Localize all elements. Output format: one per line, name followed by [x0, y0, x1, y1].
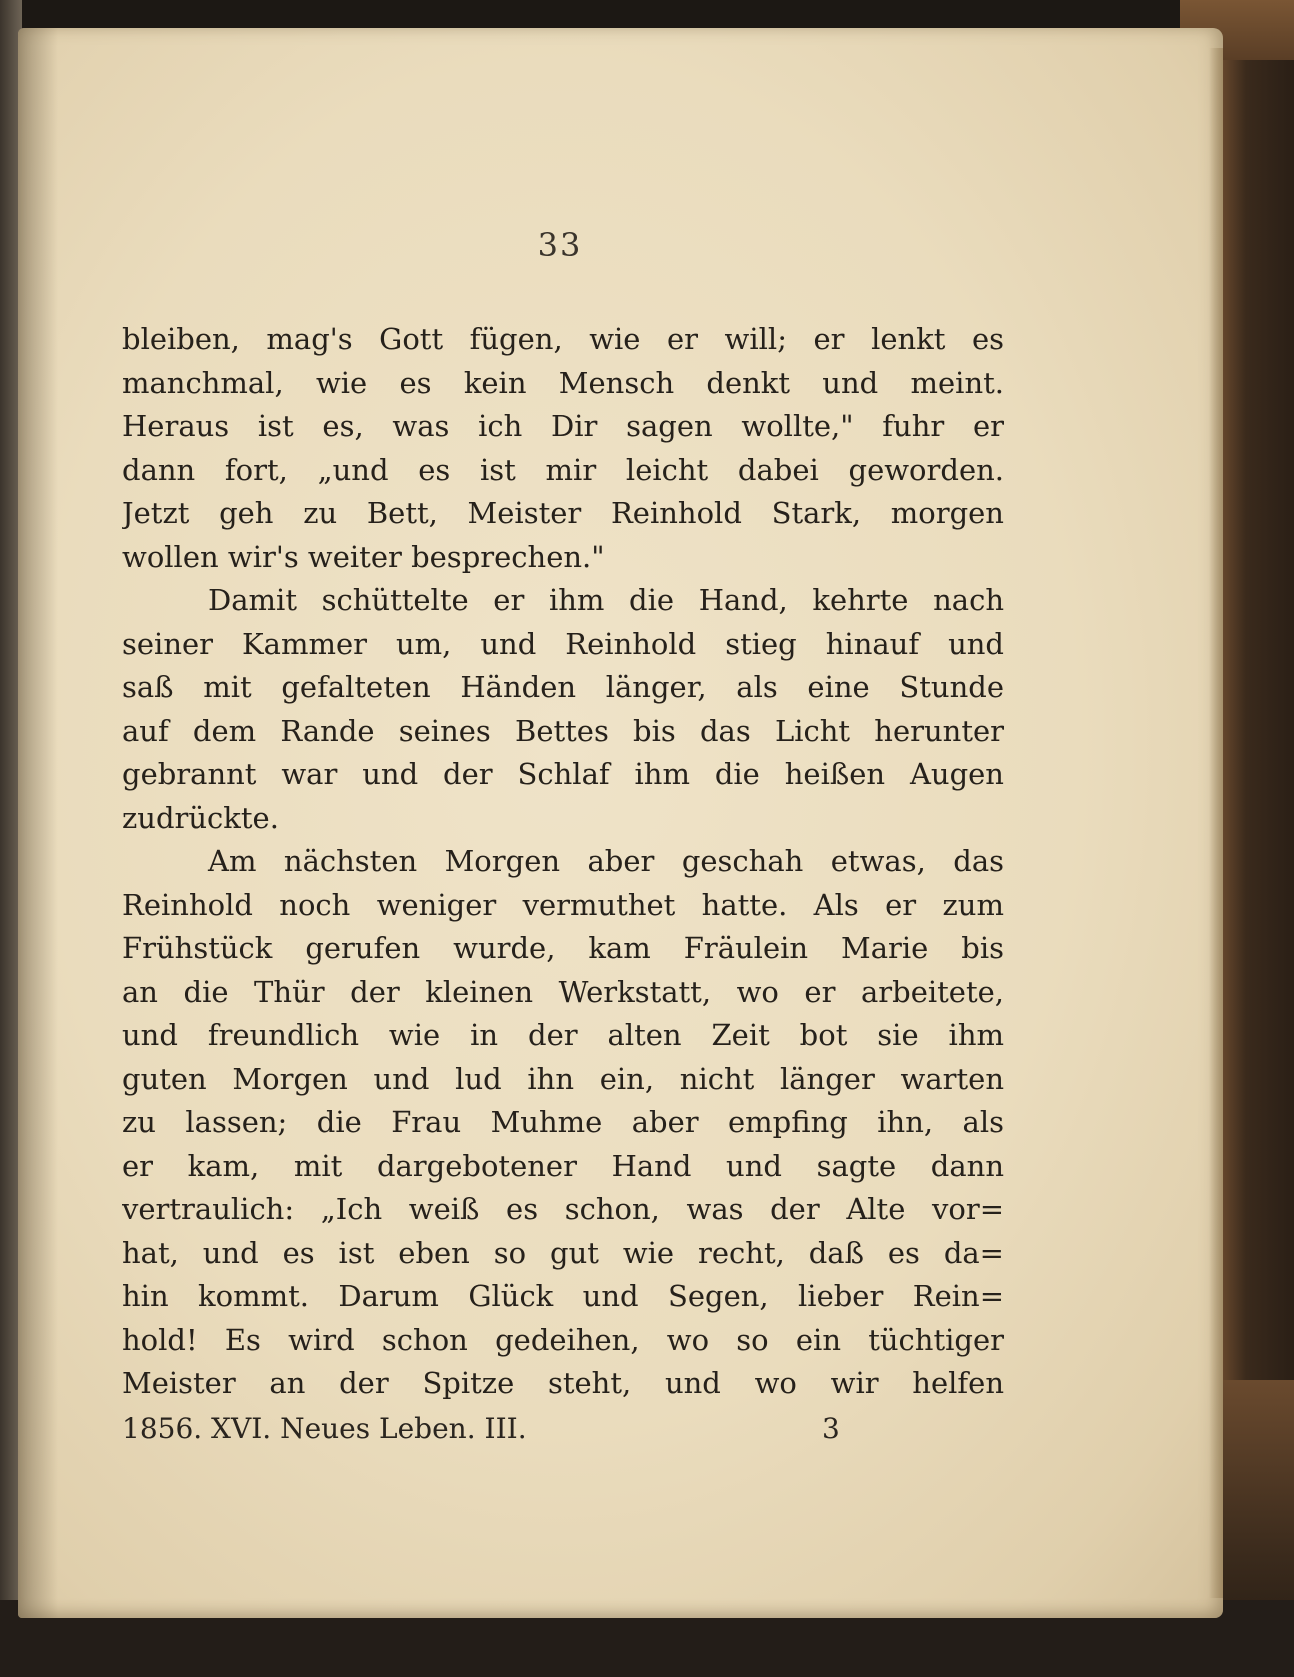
- text-line: Frühstück gerufen wurde, kam Fräulein Marie bis: [122, 931, 1004, 965]
- text-line: dann fort, „und es ist mir leicht dabei geworden.: [122, 452, 1004, 487]
- body-text: [122, 318, 1004, 1406]
- text-line: Damit schüttelte er ihm die Hand, kehrte nach: [208, 583, 1004, 617]
- text-line: gebrannt war und der Schlaf ihm die heißen Augen: [122, 757, 1004, 791]
- text-line: er kam, mit dargebotener Hand und sagte dann: [122, 1148, 1004, 1183]
- text-line: hin kommt. Darum Glück und Segen, lieber Rein=: [122, 1279, 1004, 1313]
- text-line: hat, und es ist eben so gut wie recht, daß es da=: [122, 1235, 1004, 1270]
- text-line: Am nächsten Morgen aber geschah etwas, das: [208, 844, 1004, 878]
- text-line: manchmal, wie es kein Mensch denkt und meint.: [122, 365, 1004, 400]
- text-line: Meister an der Spitze steht, und wo wir helfen: [122, 1366, 1004, 1400]
- text-line: auf dem Rande seines Bettes bis das Licht herunter: [122, 713, 1004, 748]
- text-line: saß mit gefalteten Händen länger, als eine Stunde: [122, 670, 1004, 704]
- sheet-number: 3: [822, 1412, 840, 1445]
- text-line: wollen wir's weiter besprechen.": [122, 539, 605, 574]
- text-line: Heraus ist es, was ich Dir sagen wollte," fuhr er: [122, 409, 1004, 443]
- text-line: vertraulich: „Ich weiß es schon, was der Alte vor=: [122, 1192, 1004, 1226]
- page-fore-edge: [1209, 48, 1223, 1598]
- text-line: Jetzt geh zu Bett, Meister Reinhold Stark, morgen: [122, 496, 1004, 530]
- printer-signature: 1856. XVI. Neues Leben. III.: [122, 1412, 527, 1445]
- page-gutter: [18, 28, 58, 1618]
- text-line: guten Morgen und lud ihn ein, nicht länger warten: [122, 1061, 1004, 1096]
- text-line: zudrückte.: [122, 800, 279, 835]
- text-line: zu lassen; die Frau Muhme aber empfing ihn, als: [122, 1105, 1004, 1139]
- text-line: bleiben, mag's Gott fügen, wie er will; er lenkt es: [122, 322, 1004, 356]
- text-line: seiner Kammer um, und Reinhold stieg hinauf und: [122, 626, 1004, 661]
- text-line: Reinhold noch weniger vermuthet hatte. Als er zum: [122, 887, 1004, 922]
- page-number: 33: [537, 226, 583, 264]
- text-line: und freundlich wie in der alten Zeit bot sie ihm: [122, 1018, 1004, 1052]
- page-footer: [122, 1412, 1004, 1452]
- text-line: hold! Es wird schon gedeihen, wo so ein tüchtiger: [122, 1322, 1004, 1357]
- text-line: an die Thür der kleinen Werkstatt, wo er arbeitete,: [122, 974, 1004, 1009]
